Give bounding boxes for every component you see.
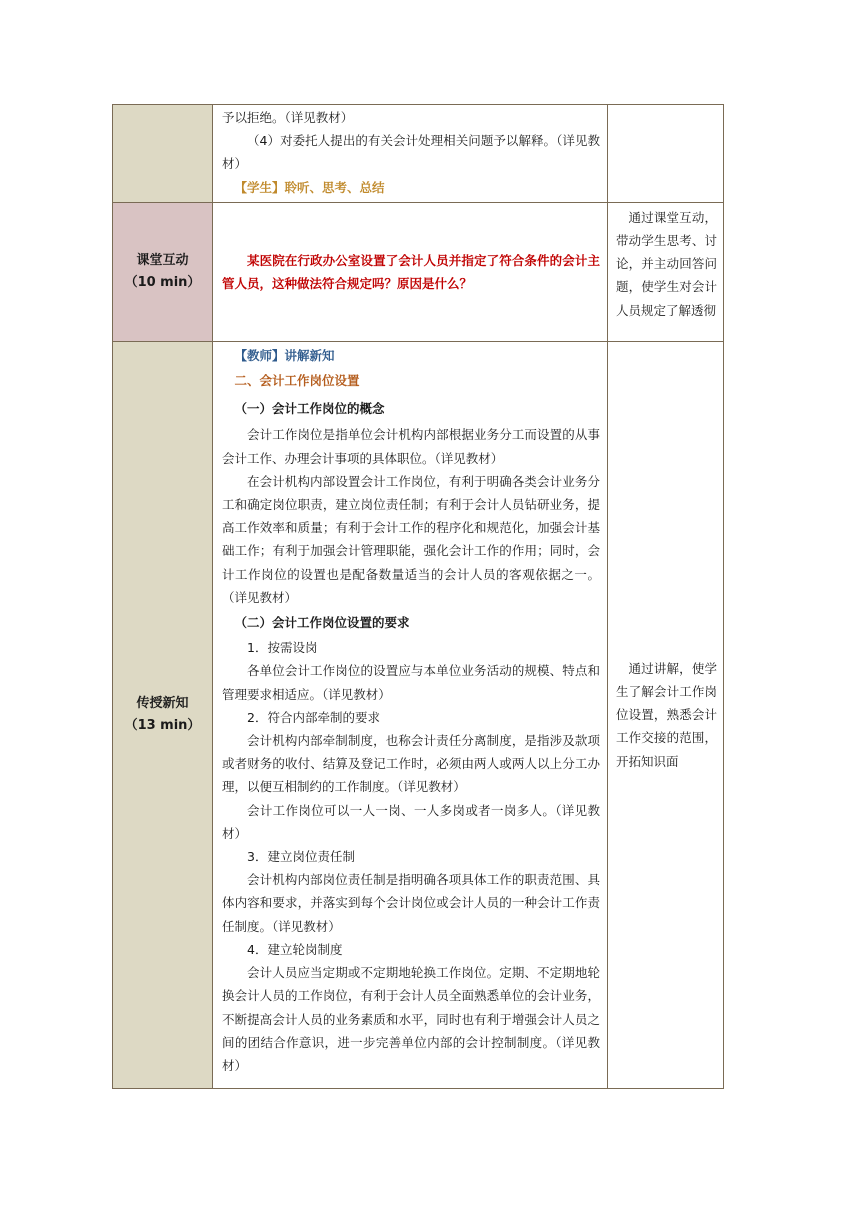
table-row-continuation (113, 105, 724, 203)
note-cell (608, 202, 724, 341)
content-cell (213, 202, 608, 341)
subsection-heading: （二）会计工作岗位设置的要求 (234, 615, 410, 631)
stage-time: （10 min） (124, 274, 201, 290)
paragraph: 会计机构内部岗位责任制是指明确各项具体工作的职责范围、具体内容和要求，并落实到每个会计岗位或会计人员的一种会计工作责任制度。（详见教材） (222, 872, 600, 934)
side-cell-interaction (113, 202, 213, 341)
note-cell (608, 341, 724, 1088)
teacher-label: 【教师】讲解新知 (234, 347, 335, 363)
side-cell-new-knowledge (113, 341, 213, 1088)
student-label: 【学生】聆听、思考、总结 (234, 179, 385, 195)
text-line: 予以拒绝。（详见教材） (222, 110, 354, 125)
content-cell (213, 341, 608, 1088)
paragraph: 会计工作岗位是指单位会计机构内部根据业务分工而设置的从事会计工作、办理会计事项的具体职位。（详见教材） (222, 427, 600, 466)
paragraph: 在会计机构内部设置会计工作岗位，有利于明确各类会计业务分工和确定岗位职责，建立岗位责任制；有利于会计人员钻研业务，提高工作效率和质量；有利于会计工作的程序化和规范化，加强会计基础工作；有利于加强会计管理职能，强化会计工作的作用；同时，会计工作岗位的设置也是配备数量适当的会计人员的客观依据之一。（详见教材） (222, 473, 600, 605)
table-row-interaction (113, 202, 724, 341)
paragraph: 会计机构内部牵制制度，也称会计责任分离制度，是指涉及款项或者财务的收付、结算及登记工作时，必须由两人或两人以上分工办理，以便互相制约的工作制度。（详见教材） (222, 733, 600, 795)
stage-title: 课堂互动 (136, 252, 189, 268)
list-heading: 4．建立轮岗制度 (247, 941, 343, 957)
design-note: 通过课堂互动，带动学生思考、讨论，并主动回答问题，使学生对会计人员规定了解透彻 (616, 209, 717, 318)
lesson-plan-table (112, 104, 724, 1089)
table-row-new-knowledge (113, 341, 724, 1088)
stage-title: 传授新知 (136, 695, 189, 711)
list-heading: 2．符合内部牵制的要求 (247, 709, 380, 725)
stage-time: （13 min） (124, 717, 201, 733)
paragraph: 各单位会计工作岗位的设置应与本单位业务活动的规模、特点和管理要求相适应。（详见教材） (222, 663, 600, 702)
side-cell-empty (113, 105, 213, 203)
text-line: （4）对委托人提出的有关会计处理相关问题予以解释。（详见教材） (222, 133, 600, 172)
list-heading: 1．按需设岗 (247, 640, 318, 656)
list-heading: 3．建立岗位责任制 (247, 849, 355, 865)
paragraph: 会计人员应当定期或不定期地轮换工作岗位。定期、不定期地轮换会计人员的工作岗位，有利于会计人员全面熟悉单位的会计业务，不断提高会计人员的业务素质和水平，同时也有利于增强会计人员之间的团结合作意识，进一步完善单位内部的会计控制制度。（详见教材） (222, 965, 600, 1073)
paragraph: 会计工作岗位可以一人一岗、一人多岗或者一岗多人。（详见教材） (222, 802, 600, 841)
content-cell (213, 105, 608, 203)
section-heading: 二、会计工作岗位设置 (234, 373, 360, 389)
subsection-heading: （一）会计工作岗位的概念 (234, 401, 385, 417)
note-cell-empty (608, 105, 724, 203)
design-note: 通过讲解，使学生了解会计工作岗位设置，熟悉会计工作交接的范围，开拓知识面 (616, 660, 717, 769)
discussion-question: 某医院在行政办公室设置了会计人员并指定了符合条件的会计主管人员，这种做法符合规定吗？原因是什么？ (222, 252, 600, 291)
